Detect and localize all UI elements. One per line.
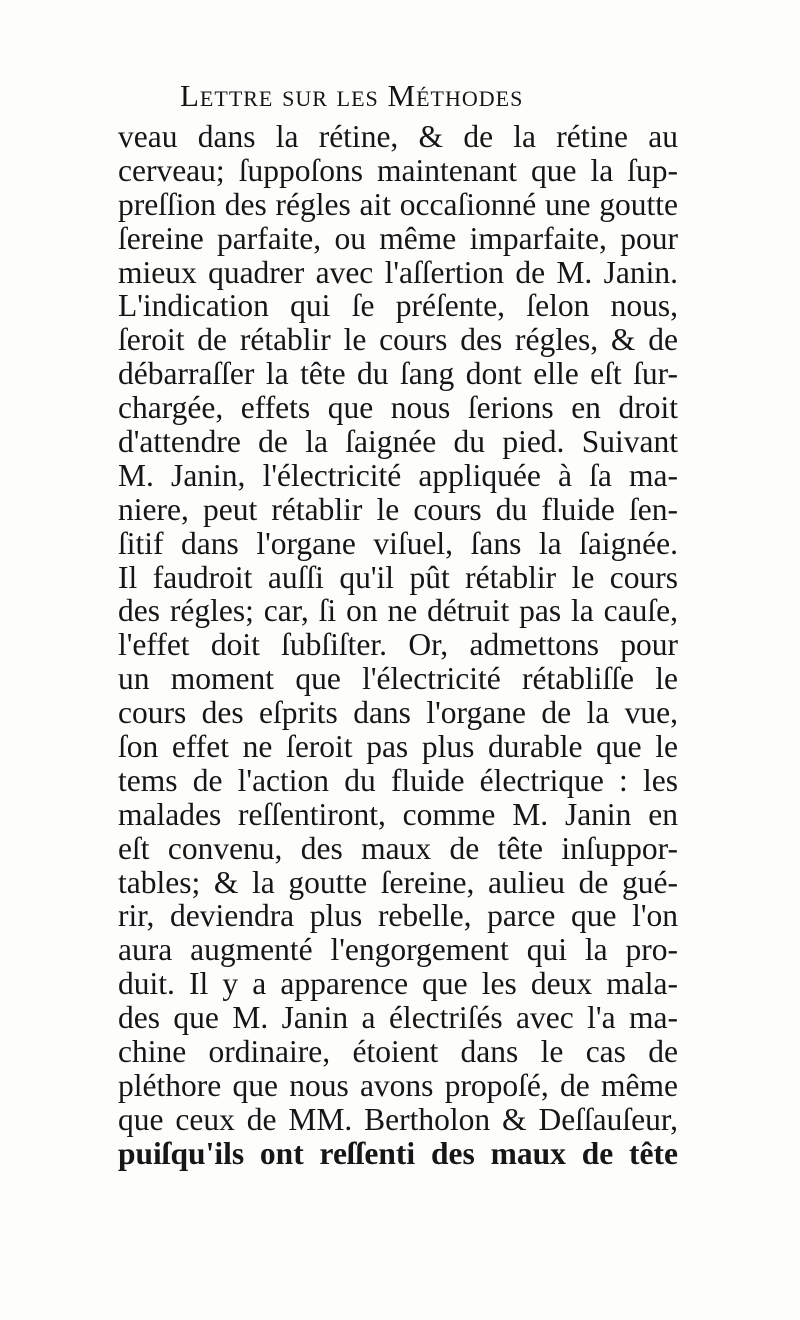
text-line: des que M. Janin a électriſés avec l'a ma- [118, 1000, 678, 1036]
text-line: ſeroit de rétablir le cours des régles, & de [118, 322, 678, 358]
text-line: L'indication qui ſe préſente, ſelon nous, [118, 288, 678, 324]
text-line: puiſqu'ils ont reſſenti des maux de tête [118, 1135, 678, 1171]
text-line: Il faudroit auſſi qu'il pût rétablir le cours [118, 559, 678, 595]
text-line: aura augmenté l'engorgement qui la pro- [118, 932, 678, 968]
text-line: ſereine parfaite, ou même imparfaite, pour [118, 220, 678, 256]
text-line: ſitif dans l'organe viſuel, ſans la ſaignée. [118, 525, 678, 561]
text-line: preſſion des régles ait occaſionné une goutte [118, 186, 678, 222]
text-line: d'attendre de la ſaignée du pied. Suivant [118, 424, 678, 460]
text-line: débarraſſer la tête du ſang dont elle eſt ſur- [118, 356, 678, 392]
text-line: veau dans la rétine, & de la rétine au [118, 119, 678, 154]
text-line: rir, deviendra plus rebelle, parce que l'on [118, 898, 678, 934]
text-line: cerveau; ſuppoſons maintenant que la ſup- [118, 152, 678, 188]
text-line: tables; & la goutte ſereine, aulieu de gué- [118, 864, 678, 900]
running-header: Lettre sur les Méthodes [180, 78, 524, 113]
text-line: l'effet doit ſubſiſter. Or, admettons pour [118, 627, 678, 663]
text-line: M. Janin, l'électricité appliquée à ſa ma- [118, 457, 678, 493]
text-line: ſon effet ne ſeroit pas plus durable que le [118, 729, 678, 765]
text-line: niere, peut rétablir le cours du fluide ſen- [118, 491, 678, 527]
text-line: pléthore que nous avons propoſé, de même [118, 1067, 678, 1103]
text-line: chargée, effets que nous ſerions en droit [118, 390, 678, 426]
text-line: mieux quadrer avec l'aſſertion de M. Janin. [118, 254, 678, 290]
body-text [118, 120, 678, 1171]
text-line: malades reſſentiront, comme M. Janin en [118, 796, 678, 832]
text-line: cours des eſprits dans l'organe de la vue, [118, 695, 678, 731]
text-line: un moment que l'électricité rétabliſſe le [118, 661, 678, 697]
text-line: que ceux de MM. Bertholon & Deſſauſeur, [118, 1101, 678, 1137]
text-line: duit. Il y a apparence que les deux mala- [118, 966, 678, 1002]
text-line: des régles; car, ſi on ne détruit pas la cauſe, [118, 593, 678, 629]
text-line: chine ordinaire, étoient dans le cas de [118, 1034, 678, 1070]
text-line: eſt convenu, des maux de tête inſuppor- [118, 830, 678, 866]
text-line: tems de l'action du fluide électrique : les [118, 762, 678, 798]
